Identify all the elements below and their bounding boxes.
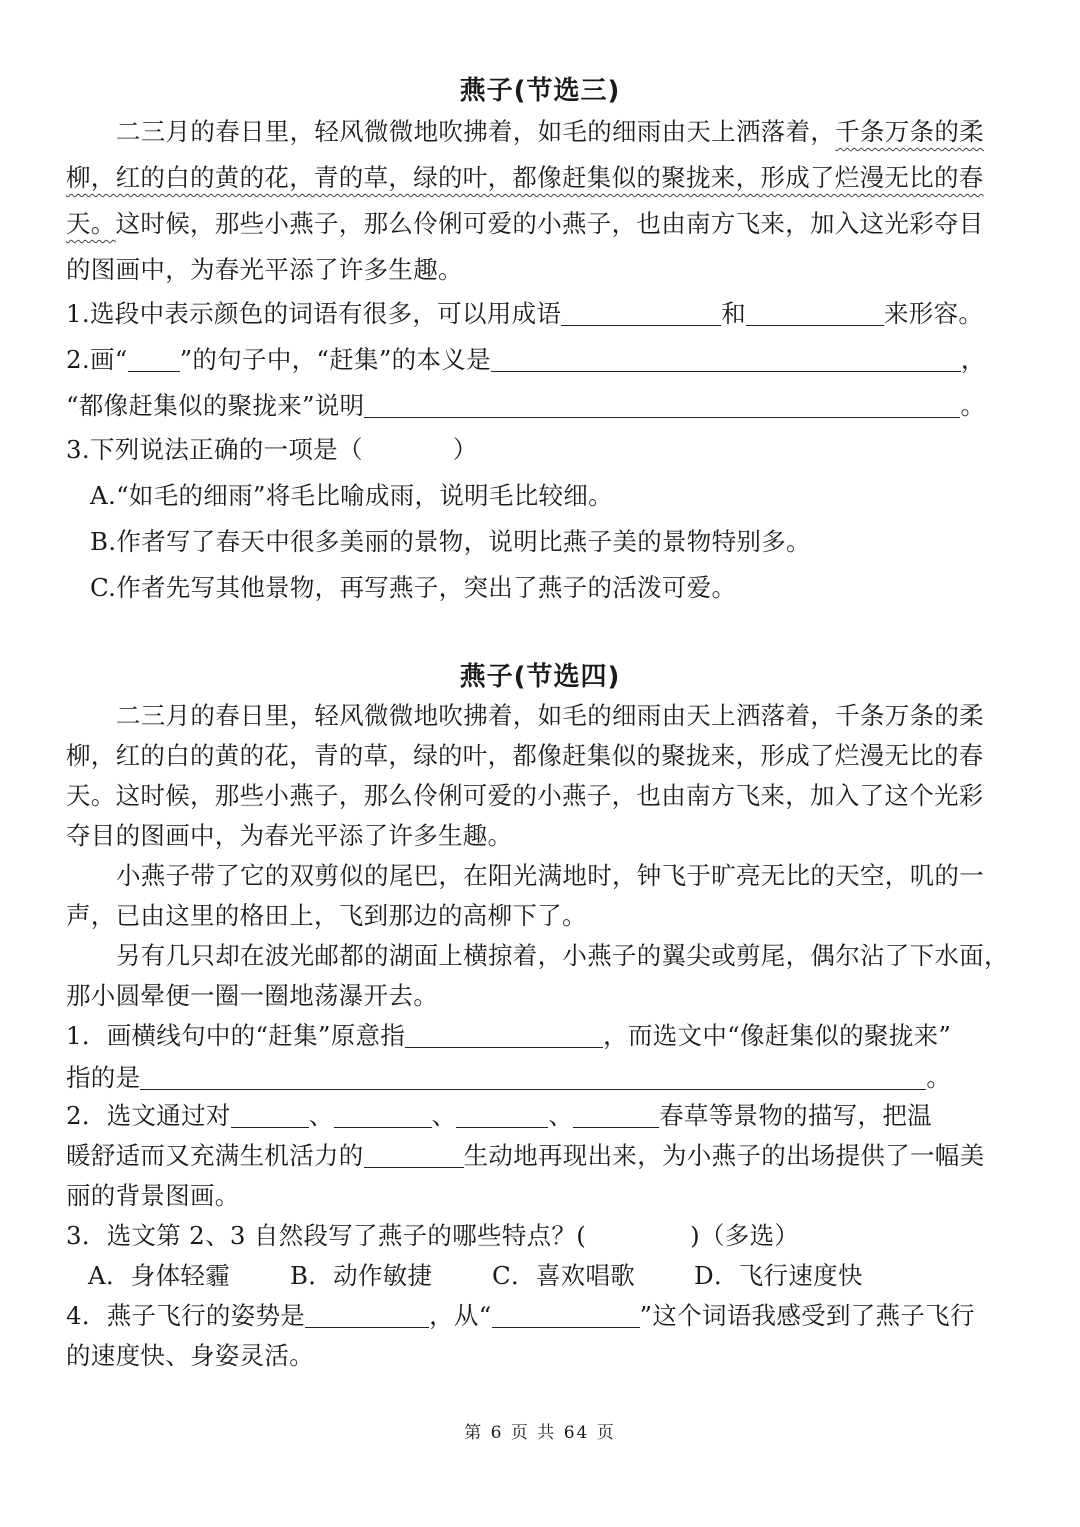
s3-passage-line-1: [116, 112, 1016, 152]
question-text: 2．选文通过对: [66, 1101, 231, 1130]
question-text: )（多选）: [690, 1221, 800, 1250]
s4-passage-line-4: 夺目的图画中，为春光平添了许多生趣。: [66, 821, 513, 850]
answer-blank[interactable]: [140, 1059, 926, 1090]
question-text: 、: [431, 1101, 457, 1130]
s3-passage-line-3: [66, 204, 1016, 244]
s4-passage-line-5: 小燕子带了它的双剪似的尾巴，在阳光满地时，钟飞于旷亮无比的天空，叽的一: [116, 861, 984, 890]
s3-option-a: A.“如毛的细雨”将毛比喻成雨，说明毛比较细。: [90, 481, 613, 510]
answer-blank[interactable]: [305, 1297, 429, 1328]
s4-question-4-cont: 的速度快、身姿灵活。: [66, 1341, 314, 1370]
s4-passage-line-8: 那小圆晕便一圈一圈地荡瀑开去。: [66, 981, 438, 1010]
choice-b: B．动作敏捷: [290, 1261, 433, 1290]
answer-blank[interactable]: [456, 1097, 548, 1128]
question-text: 。: [926, 1063, 952, 1092]
answer-blank[interactable]: [573, 1097, 659, 1128]
question-text: 春草等景物的描写，把温: [659, 1101, 932, 1130]
s3-question-1: [66, 294, 1016, 334]
s3-passage-line-2: [66, 158, 1016, 198]
s3-wavy-underlined-text: 柳，红的白的黄的花，青的草，绿的叶，都像赶集似的聚拢来，形成了烂漫无比的春: [66, 163, 984, 192]
section3-title: 燕子(节选三): [459, 76, 621, 106]
s4-passage-line-7: 另有几只却在波光邮都的湖面上横掠着，小燕子的翼尖或剪尾，偶尔沾了下水面，: [116, 941, 1009, 970]
s3-wavy-underlined-text: 天。: [66, 209, 116, 238]
s4-question-2-cont: [66, 1136, 1016, 1176]
s4-question-2: [66, 1096, 1016, 1136]
question-text: ，从“: [429, 1301, 492, 1330]
answer-blank[interactable]: [491, 341, 961, 372]
question-text: ）: [452, 435, 478, 464]
s4-choices-row: [88, 1256, 1038, 1296]
question-text: 生动地再现出来，为小燕子的出场提供了一幅美: [463, 1141, 985, 1170]
s3-passage-text: 这时候，那些小燕子，那么伶俐可爱的小燕子，也由南方飞来，加入这光彩夺目: [115, 209, 984, 238]
s4-passage-line-3: 天。这时候，那些小燕子，那么伶俐可爱的小燕子，也由南方飞来，加入了这个光彩: [66, 781, 984, 810]
s4-question-1-cont: [66, 1058, 1016, 1098]
s3-question-2: [66, 340, 1016, 380]
answer-blank[interactable]: [364, 387, 960, 418]
answer-blank[interactable]: [492, 1297, 640, 1328]
question-text: 1.选段中表示颜色的词语有很多，可以用成语: [66, 299, 562, 328]
answer-blank[interactable]: [231, 1097, 309, 1128]
question-text: 3．选文第 2、3 自然段写了燕子的哪些特点？(: [66, 1221, 587, 1250]
s4-question-2-end: 丽的背景图画。: [66, 1181, 240, 1210]
question-text: ，而选文中“像赶集似的聚拢来”: [603, 1021, 952, 1050]
s3-wavy-underlined-text: 千条万条的柔: [835, 117, 985, 146]
page-number: 第 6 页 共 64 页: [464, 1423, 616, 1443]
question-text: 来形容。: [884, 299, 984, 328]
s3-option-c: C.作者先写其他景物，再写燕子，突出了燕子的活泼可爱。: [90, 573, 737, 602]
question-text: 、: [308, 1101, 334, 1130]
s4-passage-line-2: 柳，红的白的黄的花，青的草，绿的叶，都像赶集似的聚拢来，形成了烂漫无比的春: [66, 741, 984, 770]
answer-blank[interactable]: [561, 295, 721, 326]
underline-marker: [128, 341, 180, 372]
question-text: 、: [548, 1101, 574, 1130]
s4-question-3: [66, 1216, 1016, 1256]
question-text: 。: [960, 391, 986, 420]
answer-blank[interactable]: [364, 1137, 464, 1168]
s3-passage-line-4: 的图画中，为春光平添了许多生趣。: [66, 255, 463, 284]
choice-a: A．身体轻霾: [88, 1261, 230, 1290]
s3-question-2-cont: [66, 386, 1016, 426]
question-text: ”的句子中，“赶集”的本义是: [179, 345, 491, 374]
question-text: 3.下列说法正确的一项是（: [66, 435, 363, 464]
question-text: 和: [721, 299, 746, 328]
question-text: “都像赶集似的聚拢来”说明: [66, 391, 365, 420]
s4-passage-line-1: 二三月的春日里，轻风微微地吹拂着，如毛的细雨由天上洒落着，千条万条的柔: [116, 701, 984, 730]
s4-passage-line-6: 声，已由这里的格田上，飞到那边的高柳下了。: [66, 901, 587, 930]
s3-question-3: [66, 430, 1016, 470]
question-text: 指的是: [66, 1063, 141, 1092]
answer-blank[interactable]: [405, 1017, 603, 1048]
s3-option-b: B.作者写了春天中很多美丽的景物，说明比燕子美的景物特别多。: [90, 527, 811, 556]
section4-title: 燕子(节选四): [459, 662, 621, 692]
answer-blank[interactable]: [746, 295, 884, 326]
question-text: 1．画横线句中的“赶集”原意指: [66, 1021, 406, 1050]
s4-question-4: [66, 1296, 1016, 1336]
question-text: 暖舒适而又充满生机活力的: [66, 1141, 364, 1170]
question-text: ”这个词语我感受到了燕子飞行: [639, 1301, 975, 1330]
s4-question-1: [66, 1016, 1016, 1056]
answer-blank[interactable]: [334, 1097, 432, 1128]
choice-c: C．喜欢唱歌: [492, 1261, 636, 1290]
question-text: ，: [960, 345, 986, 374]
question-text: 2.画“: [66, 345, 128, 374]
choice-d: D．飞行速度快: [694, 1261, 863, 1290]
s3-passage-text: 二三月的春日里，轻风微微地吹拂着，如毛的细雨由天上洒落着，: [116, 117, 836, 146]
question-text: 4．燕子飞行的姿势是: [66, 1301, 306, 1330]
